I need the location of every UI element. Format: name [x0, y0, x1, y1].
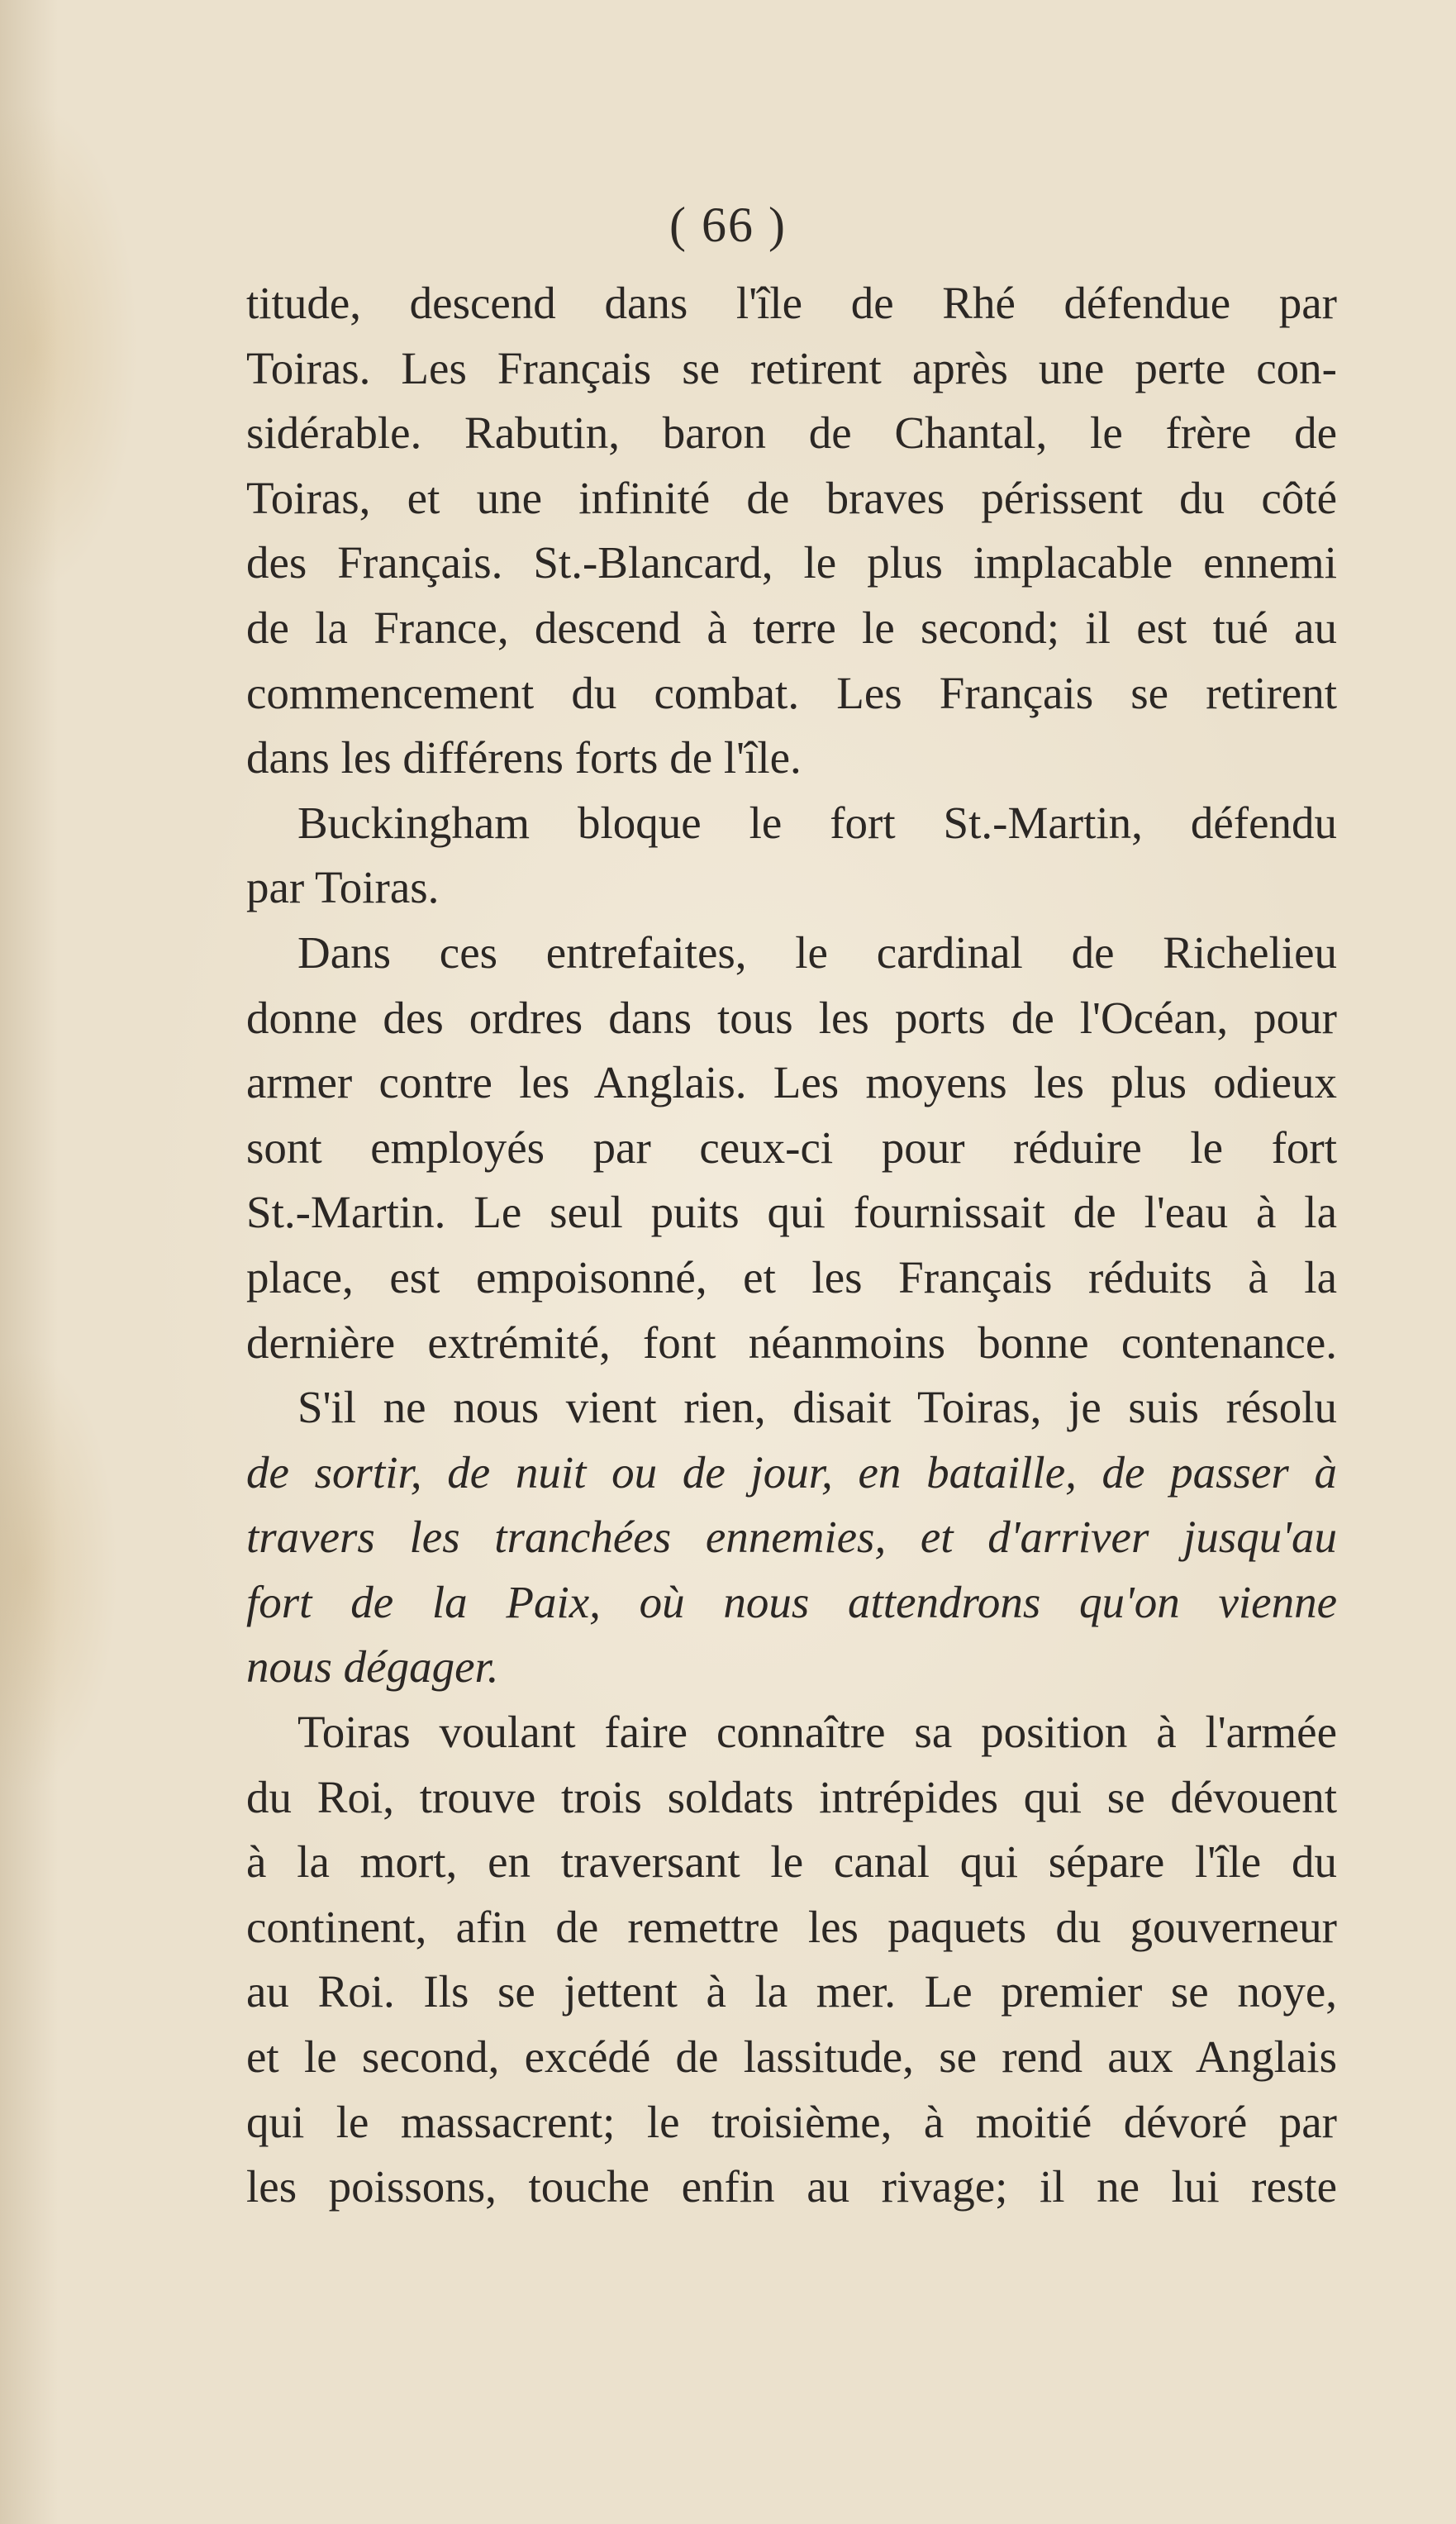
text-line: S'il ne nous vient rien, disait Toiras, je suis résolu — [297, 1382, 1337, 1433]
text-line: de sortir, de nuit ou de jour, en bataille, de passer à — [246, 1446, 1337, 1498]
text-line: par Toiras. — [246, 862, 440, 913]
text-line: et le second, excédé de lassitude, se rend aux Anglais — [246, 2031, 1337, 2083]
text-line: place, est empoisonné, et les Français réduits à la — [246, 1251, 1337, 1302]
text-line: commencement du combat. Les Français se retirent — [246, 667, 1337, 718]
text-line: sidérable. Rabutin, baron de Chantal, le frère de — [246, 407, 1337, 459]
text-line: titude, descend dans l'île de Rhé défendue par — [246, 278, 1337, 328]
text-line: les poissons, touche enfin au rivage; il ne lui reste — [246, 2161, 1337, 2212]
text-line: du Roi, trouve trois soldats intrépides qui se dévouent — [246, 1771, 1337, 1822]
text-line: qui le massacrent; le troisième, à moitié dévoré par — [246, 2096, 1337, 2147]
body-text — [246, 271, 1337, 2220]
text-line: de la France, descend à terre le second; il est tué au — [246, 602, 1337, 653]
text-line: continent, afin de remettre les paquets du gouverneur — [246, 1901, 1337, 1952]
text-line: Toiras voulant faire connaître sa position à l'armée — [297, 1707, 1337, 1758]
text-line: fort de la Paix, où nous attendrons qu'on vienne — [246, 1576, 1337, 1627]
text-line: donne des ordres dans tous les ports de l'Océan, pour — [246, 992, 1337, 1043]
page-gutter-shadow — [0, 0, 58, 2524]
text-line: au Roi. Ils se jettent à la mer. Le premier se noye, — [246, 1966, 1337, 2017]
text-line: dernière extrémité, font néanmoins bonne contenance. — [246, 1317, 1337, 1368]
text-line: St.-Martin. Le seul puits qui fournissait de l'eau à la — [246, 1187, 1337, 1238]
text-line: des Français. St.-Blancard, le plus implacable ennemi — [246, 537, 1337, 588]
text-line: sont employés par ceux-ci pour réduire le fort — [246, 1122, 1337, 1173]
text-line: à la mort, en traversant le canal qui sépare l'île du — [246, 1836, 1337, 1888]
text-line: Buckingham bloque le fort St.-Martin, défendu — [297, 797, 1337, 848]
text-line: Dans ces entrefaites, le cardinal de Richelieu — [297, 926, 1337, 978]
text-line: travers les tranchées ennemies, et d'arriver jusqu'au — [246, 1512, 1337, 1563]
text-line: armer contre les Anglais. Les moyens les plus odieux — [246, 1057, 1337, 1108]
text-line: nous dégager. — [246, 1641, 499, 1693]
text-line: Toiras, et une infinité de braves périssent du côté — [246, 472, 1337, 523]
text-line: dans les différens forts de l'île. — [246, 732, 802, 783]
page-number: ( 66 ) — [669, 198, 787, 252]
text-line: Toiras. Les Français se retirent après une perte con- — [246, 342, 1337, 393]
